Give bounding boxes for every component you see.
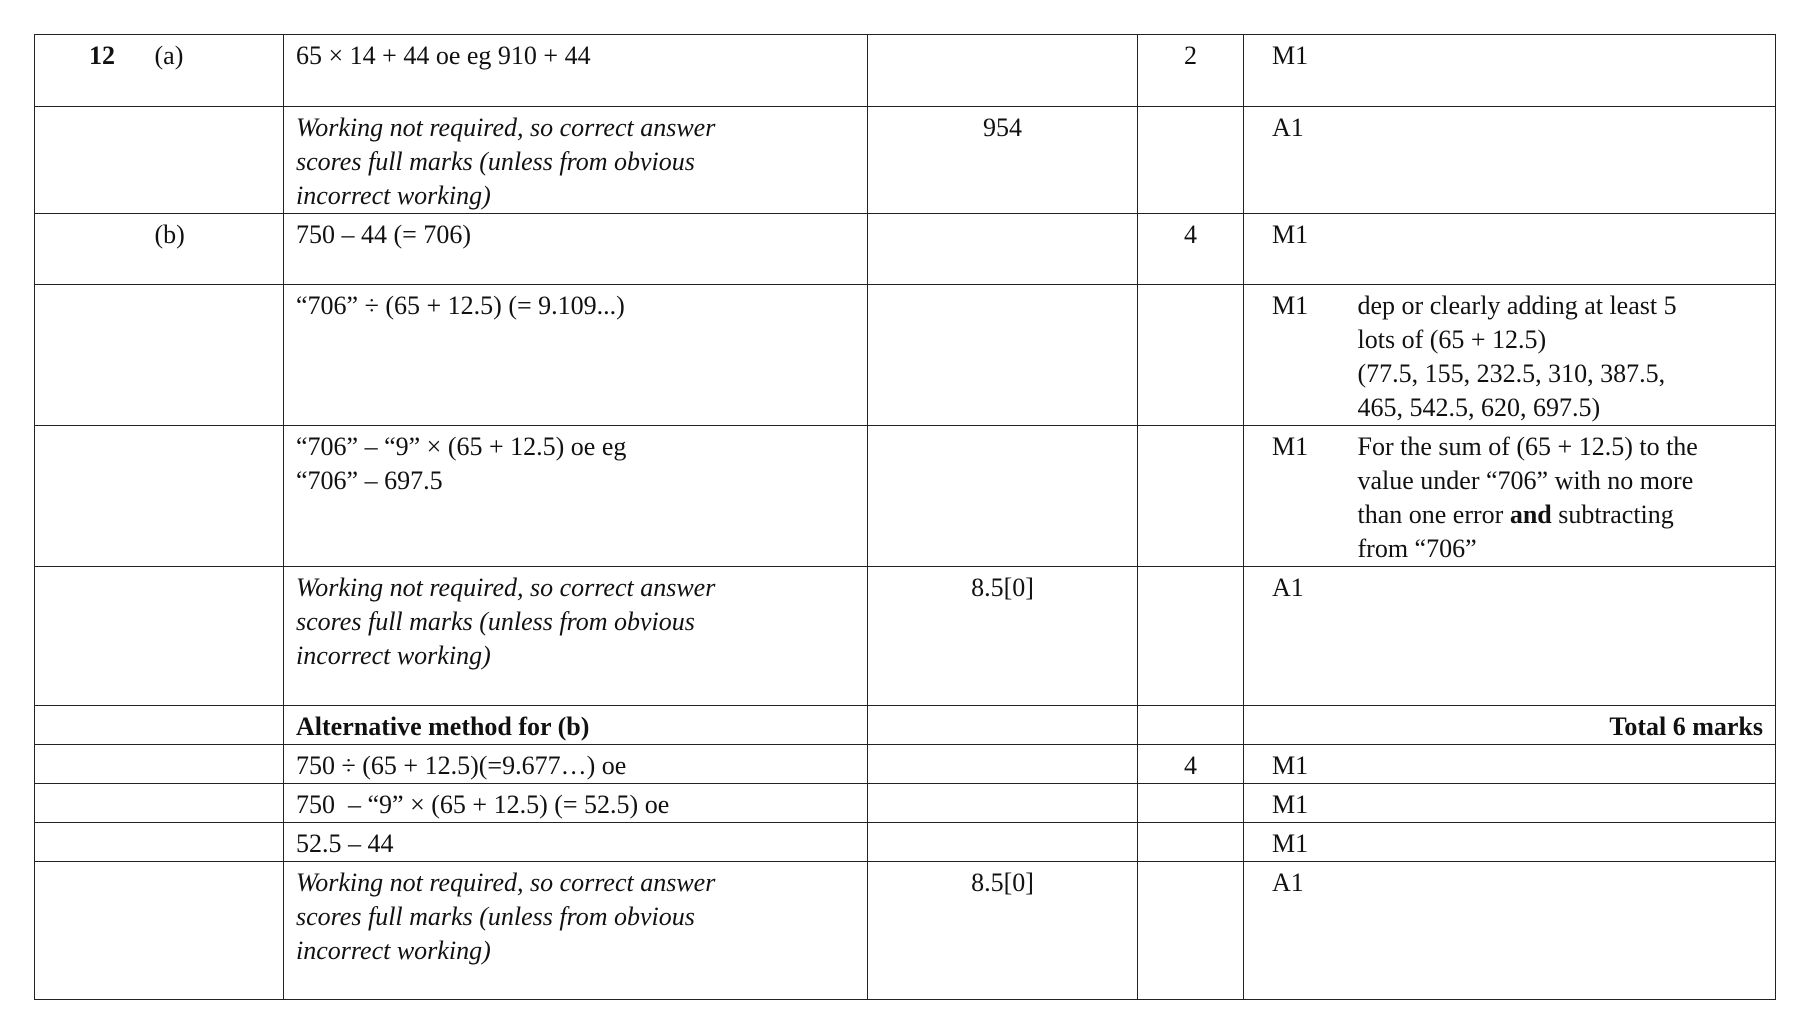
part-label: (a) bbox=[155, 35, 284, 107]
notes-cell: dep or clearly adding at least 5 lots of (65 + 12.5) (77.5, 155, 232.5, 310, 387.5, 465, 542.5, 620, 697.5) bbox=[1354, 285, 1776, 426]
table-row bbox=[35, 823, 1776, 862]
mark-cell: 4 bbox=[1138, 745, 1244, 784]
answer-cell bbox=[868, 285, 1138, 426]
table-row bbox=[35, 426, 1776, 567]
table-row bbox=[35, 862, 1776, 1000]
answer-cell: 8.5[0] bbox=[868, 862, 1138, 1000]
mark-code: M1 bbox=[1244, 285, 1354, 426]
working-cell: 52.5 – 44 bbox=[284, 823, 868, 862]
mark-code: M1 bbox=[1244, 784, 1354, 823]
mark-cell bbox=[1138, 285, 1244, 426]
working-cell: Working not required, so correct answer scores full marks (unless from obvious incorrect working) bbox=[284, 862, 868, 1000]
table-row bbox=[35, 214, 1776, 285]
mark-code: M1 bbox=[1244, 214, 1354, 285]
mark-code: M1 bbox=[1244, 426, 1354, 567]
answer-cell bbox=[868, 214, 1138, 285]
mark-cell: 4 bbox=[1138, 214, 1244, 285]
mark-cell bbox=[1138, 784, 1244, 823]
mark-cell bbox=[1138, 107, 1244, 214]
mark-code: M1 bbox=[1244, 823, 1354, 862]
answer-cell: 8.5[0] bbox=[868, 567, 1138, 706]
working-cell: “706” – “9” × (65 + 12.5) oe eg “706” – 697.5 bbox=[284, 426, 868, 567]
emphasis-and: and bbox=[1509, 500, 1552, 529]
answer-cell bbox=[868, 426, 1138, 567]
table-row bbox=[35, 567, 1776, 706]
question-number: 12 bbox=[35, 35, 155, 107]
mark-cell bbox=[1138, 823, 1244, 862]
table-row bbox=[35, 107, 1776, 214]
part-label: (b) bbox=[155, 214, 284, 285]
mark-cell bbox=[1138, 567, 1244, 706]
mark-code: A1 bbox=[1244, 107, 1354, 214]
mark-cell: 2 bbox=[1138, 35, 1244, 107]
working-cell: “706” ÷ (65 + 12.5) (= 9.109...) bbox=[284, 285, 868, 426]
notes-cell bbox=[1354, 35, 1776, 107]
mark-cell bbox=[1138, 426, 1244, 567]
answer-cell bbox=[868, 745, 1138, 784]
table-row bbox=[35, 784, 1776, 823]
mark-code: A1 bbox=[1244, 862, 1354, 1000]
working-cell: Working not required, so correct answer scores full marks (unless from obvious incorrect working) bbox=[284, 107, 868, 214]
working-cell: 750 – 44 (= 706) bbox=[284, 214, 868, 285]
answer-cell: 954 bbox=[868, 107, 1138, 214]
mark-scheme-table bbox=[34, 34, 1776, 1000]
mark-code: A1 bbox=[1244, 567, 1354, 706]
working-cell: 750 ÷ (65 + 12.5)(=9.677…) oe bbox=[284, 745, 868, 784]
table-row bbox=[35, 35, 1776, 107]
table-row bbox=[35, 745, 1776, 784]
mark-code: M1 bbox=[1244, 35, 1354, 107]
answer-cell bbox=[868, 35, 1138, 107]
answer-cell bbox=[868, 784, 1138, 823]
table-row bbox=[35, 285, 1776, 426]
working-cell: 65 × 14 + 44 oe eg 910 + 44 bbox=[284, 35, 868, 107]
notes-cell: For the sum of (65 + 12.5) to the value under “706” with no more than one error and subtracting from “706” bbox=[1354, 426, 1776, 567]
alternative-method-heading: Alternative method for (b) bbox=[284, 706, 868, 745]
mark-cell bbox=[1138, 862, 1244, 1000]
working-cell: 750 – “9” × (65 + 12.5) (= 52.5) oe bbox=[284, 784, 868, 823]
mark-code: M1 bbox=[1244, 745, 1354, 784]
table-row bbox=[35, 706, 1776, 745]
working-cell: Working not required, so correct answer scores full marks (unless from obvious incorrect working) bbox=[284, 567, 868, 706]
total-marks: Total 6 marks bbox=[1244, 706, 1776, 745]
answer-cell bbox=[868, 823, 1138, 862]
